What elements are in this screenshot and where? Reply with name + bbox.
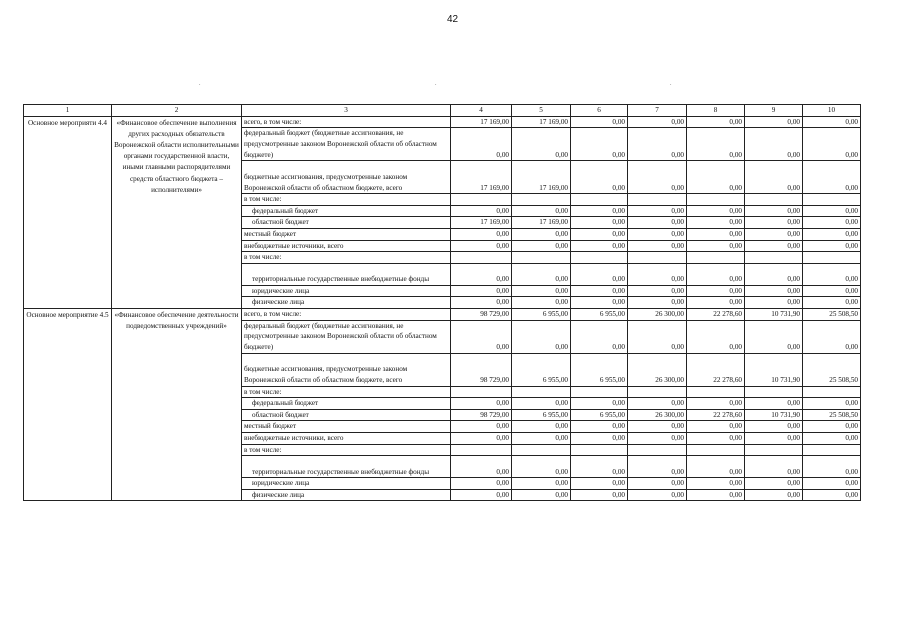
amount-cell: 0,00 [512,228,571,240]
amount-cell: 26 300,00 [628,308,687,320]
amount-cell: 6 955,00 [571,353,628,386]
table-row [24,308,861,320]
amount-cell: 22 278,60 [687,409,745,421]
amount-cell: 0,00 [512,489,571,501]
amount-cell: 0,00 [571,478,628,490]
amount-cell: 0,00 [571,421,628,433]
amount-cell: 0,00 [628,432,687,444]
amount-cell: 0,00 [687,456,745,478]
event-name-cell: «Финансовое обеспечение выполнения других расходных обязательств Воронежской области исполнительными органами государственной власти, иными главными распорядителями средств областного бюджета – исполнителями» [112,116,242,308]
amount-cell: 0,00 [571,263,628,285]
header-cell: 9 [745,105,803,117]
amount-cell: 26 300,00 [628,353,687,386]
header-cell: 7 [628,105,687,117]
amount-cell: 0,00 [745,240,803,252]
amount-cell: 0,00 [571,285,628,297]
amount-cell: 0,00 [745,263,803,285]
amount-cell: 98 729,00 [451,353,512,386]
amount-cell [451,444,512,456]
amount-cell: 0,00 [745,128,803,161]
amount-cell: 0,00 [628,205,687,217]
amount-cell [512,252,571,264]
amount-cell: 10 731,90 [745,353,803,386]
amount-cell: 0,00 [687,228,745,240]
amount-cell [803,252,861,264]
amount-cell: 6 955,00 [512,409,571,421]
header-cell: 10 [803,105,861,117]
amount-cell: 0,00 [571,116,628,128]
amount-cell: 0,00 [803,240,861,252]
amount-cell: 0,00 [687,320,745,353]
amount-cell: 0,00 [451,297,512,309]
header-cell: 4 [451,105,512,117]
amount-cell: 0,00 [628,297,687,309]
amount-cell: 0,00 [803,478,861,490]
amount-cell [451,386,512,398]
amount-cell: 0,00 [745,116,803,128]
amount-cell: 0,00 [803,489,861,501]
amount-cell: 0,00 [628,263,687,285]
amount-cell: 0,00 [628,320,687,353]
amount-cell: 0,00 [451,421,512,433]
amount-cell: 0,00 [745,421,803,433]
amount-cell: 0,00 [451,263,512,285]
funding-source-cell: юридические лица [242,285,451,297]
amount-cell [803,444,861,456]
amount-cell: 0,00 [687,297,745,309]
amount-cell: 0,00 [628,489,687,501]
header-cell: 8 [687,105,745,117]
amount-cell: 0,00 [571,489,628,501]
amount-cell: 0,00 [571,205,628,217]
funding-source-cell: областной бюджет [242,217,451,229]
amount-cell: 10 731,90 [745,308,803,320]
funding-source-cell: в том числе: [242,386,451,398]
amount-cell: 0,00 [451,128,512,161]
amount-cell: 0,00 [512,128,571,161]
amount-cell: 0,00 [571,320,628,353]
header-cell: 2 [112,105,242,117]
amount-cell: 0,00 [451,228,512,240]
amount-cell: 17 169,00 [512,161,571,194]
amount-cell: 0,00 [628,421,687,433]
amount-cell: 6 955,00 [571,308,628,320]
amount-cell: 0,00 [803,456,861,478]
amount-cell: 0,00 [628,478,687,490]
funding-source-cell: всего, в том числе: [242,116,451,128]
funding-source-cell: областной бюджет [242,409,451,421]
amount-cell: 0,00 [745,398,803,410]
event-code-cell: Основное мероприятие 4.5 [24,308,112,500]
amount-cell: 6 955,00 [571,409,628,421]
amount-cell [687,444,745,456]
amount-cell [628,386,687,398]
amount-cell: 98 729,00 [451,308,512,320]
amount-cell: 0,00 [571,432,628,444]
amount-cell: 6 955,00 [512,353,571,386]
amount-cell: 0,00 [745,489,803,501]
amount-cell: 0,00 [512,478,571,490]
funding-source-cell: в том числе: [242,194,451,206]
funding-source-cell: в том числе: [242,252,451,264]
amount-cell: 0,00 [512,297,571,309]
amount-cell: 0,00 [687,205,745,217]
amount-cell: 0,00 [451,285,512,297]
amount-cell: 0,00 [803,116,861,128]
amount-cell: 17 169,00 [512,116,571,128]
amount-cell: 0,00 [803,421,861,433]
header-cell: 6 [571,105,628,117]
amount-cell: 0,00 [687,478,745,490]
amount-cell [687,252,745,264]
amount-cell [687,386,745,398]
funding-source-cell: федеральный бюджет [242,398,451,410]
amount-cell: 0,00 [628,228,687,240]
amount-cell: 0,00 [628,285,687,297]
amount-cell: 0,00 [803,263,861,285]
amount-cell [687,194,745,206]
amount-cell [628,252,687,264]
amount-cell: 0,00 [745,297,803,309]
amount-cell: 0,00 [687,432,745,444]
table-body [24,105,861,501]
amount-cell: 0,00 [512,205,571,217]
amount-cell [512,444,571,456]
funding-source-cell: физические лица [242,297,451,309]
funding-source-cell: бюджетные ассигнования, предусмотренные законом Воронежской области об областном бюджете, всего [242,353,451,386]
amount-cell: 0,00 [628,116,687,128]
amount-cell [745,194,803,206]
amount-cell: 0,00 [687,489,745,501]
amount-cell: 0,00 [745,432,803,444]
amount-cell: 0,00 [687,116,745,128]
amount-cell [745,386,803,398]
funding-source-cell: в том числе: [242,444,451,456]
amount-cell [571,252,628,264]
funding-source-cell: юридические лица [242,478,451,490]
amount-cell [451,252,512,264]
header-cell: 3 [242,105,451,117]
amount-cell: 0,00 [687,217,745,229]
amount-cell [803,194,861,206]
funding-source-cell: федеральный бюджет (бюджетные ассигнования, не предусмотренные законом Воронежской области об областном бюджете) [242,128,451,161]
amount-cell [512,386,571,398]
funding-source-cell: территориальные государственные внебюджетные фонды [242,456,451,478]
amount-cell: 0,00 [745,285,803,297]
amount-cell: 0,00 [803,217,861,229]
page-number: 42 [446,14,459,25]
amount-cell: 0,00 [571,128,628,161]
amount-cell: 0,00 [571,217,628,229]
amount-cell: 0,00 [687,263,745,285]
funding-source-cell: местный бюджет [242,421,451,433]
amount-cell [628,194,687,206]
amount-cell: 0,00 [451,478,512,490]
amount-cell: 0,00 [451,240,512,252]
amount-cell: 0,00 [451,398,512,410]
header-row [24,105,861,117]
amount-cell: 98 729,00 [451,409,512,421]
amount-cell [571,194,628,206]
amount-cell [745,252,803,264]
amount-cell: 0,00 [571,161,628,194]
amount-cell: 0,00 [512,263,571,285]
scan-dot: . [435,81,437,87]
amount-cell: 0,00 [745,228,803,240]
amount-cell: 17 169,00 [512,217,571,229]
amount-cell: 0,00 [687,161,745,194]
amount-cell: 25 508,50 [803,353,861,386]
amount-cell: 0,00 [803,398,861,410]
funding-source-cell: местный бюджет [242,228,451,240]
amount-cell: 0,00 [803,297,861,309]
funding-source-cell: физические лица [242,489,451,501]
amount-cell: 0,00 [745,320,803,353]
amount-cell: 0,00 [571,456,628,478]
amount-cell: 0,00 [512,320,571,353]
amount-cell: 0,00 [512,398,571,410]
funding-source-cell: внебюджетные источники, всего [242,240,451,252]
amount-cell: 17 169,00 [451,161,512,194]
amount-cell: 0,00 [687,128,745,161]
amount-cell: 0,00 [803,228,861,240]
amount-cell: 0,00 [745,217,803,229]
amount-cell [628,444,687,456]
amount-cell: 0,00 [451,456,512,478]
amount-cell: 0,00 [628,161,687,194]
amount-cell: 0,00 [451,432,512,444]
amount-cell: 17 169,00 [451,217,512,229]
scan-dot: . [199,81,201,87]
amount-cell: 0,00 [745,478,803,490]
budget-table [23,104,861,501]
amount-cell [571,444,628,456]
amount-cell: 0,00 [745,205,803,217]
amount-cell: 0,00 [687,285,745,297]
amount-cell: 0,00 [451,489,512,501]
amount-cell: 22 278,60 [687,353,745,386]
amount-cell: 17 169,00 [451,116,512,128]
amount-cell: 0,00 [451,205,512,217]
amount-cell: 0,00 [687,398,745,410]
funding-source-cell: бюджетные ассигнования, предусмотренные законом Воронежской области об областном бюджете, всего [242,161,451,194]
amount-cell: 10 731,90 [745,409,803,421]
amount-cell [803,386,861,398]
amount-cell: 0,00 [803,205,861,217]
amount-cell: 25 508,50 [803,409,861,421]
amount-cell [451,194,512,206]
amount-cell: 0,00 [512,240,571,252]
amount-cell: 0,00 [571,228,628,240]
funding-source-cell: внебюджетные источники, всего [242,432,451,444]
table-row [24,116,861,128]
amount-cell: 0,00 [803,285,861,297]
amount-cell: 0,00 [803,432,861,444]
amount-cell [512,194,571,206]
amount-cell: 0,00 [512,421,571,433]
funding-source-cell: федеральный бюджет (бюджетные ассигнования, не предусмотренные законом Воронежской области об областном бюджете) [242,320,451,353]
amount-cell: 0,00 [451,320,512,353]
header-cell: 1 [24,105,112,117]
amount-cell: 0,00 [803,128,861,161]
amount-cell [745,444,803,456]
amount-cell: 0,00 [571,297,628,309]
amount-cell: 0,00 [628,456,687,478]
amount-cell: 6 955,00 [512,308,571,320]
amount-cell: 0,00 [512,285,571,297]
amount-cell: 0,00 [803,320,861,353]
amount-cell: 26 300,00 [628,409,687,421]
amount-cell: 0,00 [628,128,687,161]
amount-cell: 0,00 [628,240,687,252]
event-name-cell: «Финансовое обеспечение деятельности подведомственных учреждений» [112,308,242,500]
amount-cell [571,386,628,398]
scan-dot: . [670,81,672,87]
amount-cell: 25 508,50 [803,308,861,320]
funding-source-cell: федеральный бюджет [242,205,451,217]
amount-cell: 0,00 [687,421,745,433]
amount-cell: 0,00 [628,217,687,229]
amount-cell: 0,00 [745,161,803,194]
amount-cell: 0,00 [628,398,687,410]
amount-cell: 0,00 [745,456,803,478]
funding-source-cell: территориальные государственные внебюджетные фонды [242,263,451,285]
funding-source-cell: всего, в том числе: [242,308,451,320]
amount-cell: 0,00 [512,456,571,478]
amount-cell: 0,00 [687,240,745,252]
amount-cell: 0,00 [512,432,571,444]
amount-cell: 0,00 [803,161,861,194]
header-cell: 5 [512,105,571,117]
amount-cell: 0,00 [571,398,628,410]
event-code-cell: Основное мероприяти 4.4 [24,116,112,308]
amount-cell: 22 278,60 [687,308,745,320]
amount-cell: 0,00 [571,240,628,252]
